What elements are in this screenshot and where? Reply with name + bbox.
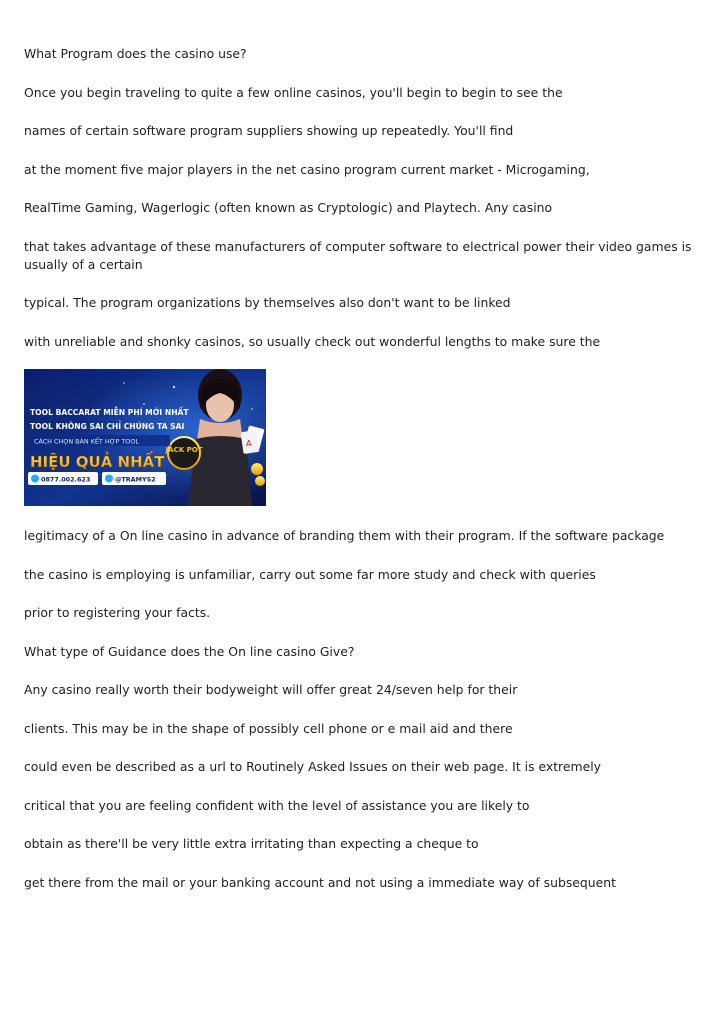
svg-text:A: A [246, 439, 252, 448]
casino-banner-image[interactable] [24, 369, 266, 506]
paragraph: Any casino really worth their bodyweight will offer great 24/seven help for their [24, 682, 518, 697]
paragraph: could even be described as a url to Routinely Asked Issues on their web page. It is extremely [24, 759, 601, 774]
paragraph: obtain as there'll be very little extra irritating than expecting a cheque to [24, 836, 479, 851]
banner-phone: 0877.002.623 [41, 475, 91, 484]
paragraph: prior to registering your facts. [24, 605, 211, 620]
paragraph: typical. The program organizations by themselves also don't want to be linked [24, 295, 511, 310]
paragraph: What type of Guidance does the On line casino Give? [24, 644, 355, 659]
paragraph: with unreliable and shonky casinos, so usually check out wonderful lengths to make sure the [24, 334, 601, 349]
jackpot-label: JACK POT [165, 446, 203, 454]
paragraph: Once you begin traveling to quite a few online casinos, you'll begin to begin to see the [24, 85, 563, 100]
banner-telegram: @TRAMYS2 [115, 475, 156, 484]
banner-line-1: TOOL BACCARAT MIỄN PHÍ MỚI NHẤT [30, 408, 189, 417]
telegram-icon [105, 475, 113, 483]
paragraph: What Program does the casino use? [24, 46, 247, 61]
paragraph: legitimacy of a On line casino in advance of branding them with their program. If the software package [24, 528, 665, 543]
paragraph: critical that you are feeling confident with the level of assistance you are likely to [24, 798, 530, 813]
paragraph: that takes advantage of these manufacturers of computer software to electrical power their video games is usually of a certain [24, 239, 692, 272]
paragraph: the casino is employing is unfamiliar, carry out some far more study and check with queries [24, 567, 596, 582]
paragraph: get there from the mail or your banking account and not using a immediate way of subsequent [24, 875, 616, 890]
banner-line-2: TOOL KHÔNG SAI CHỈ CHÚNG TA SAI [30, 422, 185, 431]
banner-line-3: CÁCH CHỌN BÀN KẾT HỢP TOOL [34, 437, 139, 446]
paragraph: at the moment five major players in the net casino program current market - Microgaming, [24, 162, 590, 177]
paragraph: clients. This may be in the shape of possibly cell phone or e mail aid and there [24, 721, 513, 736]
banner-graphic [24, 369, 266, 506]
paragraph: RealTime Gaming, Wagerlogic (often known as Cryptologic) and Playtech. Any casino [24, 200, 553, 215]
phone-icon [31, 475, 39, 483]
paragraph: names of certain software program suppliers showing up repeatedly. You'll find [24, 123, 514, 138]
banner-headline: HIỆU QUẢ NHẤT [30, 453, 165, 471]
